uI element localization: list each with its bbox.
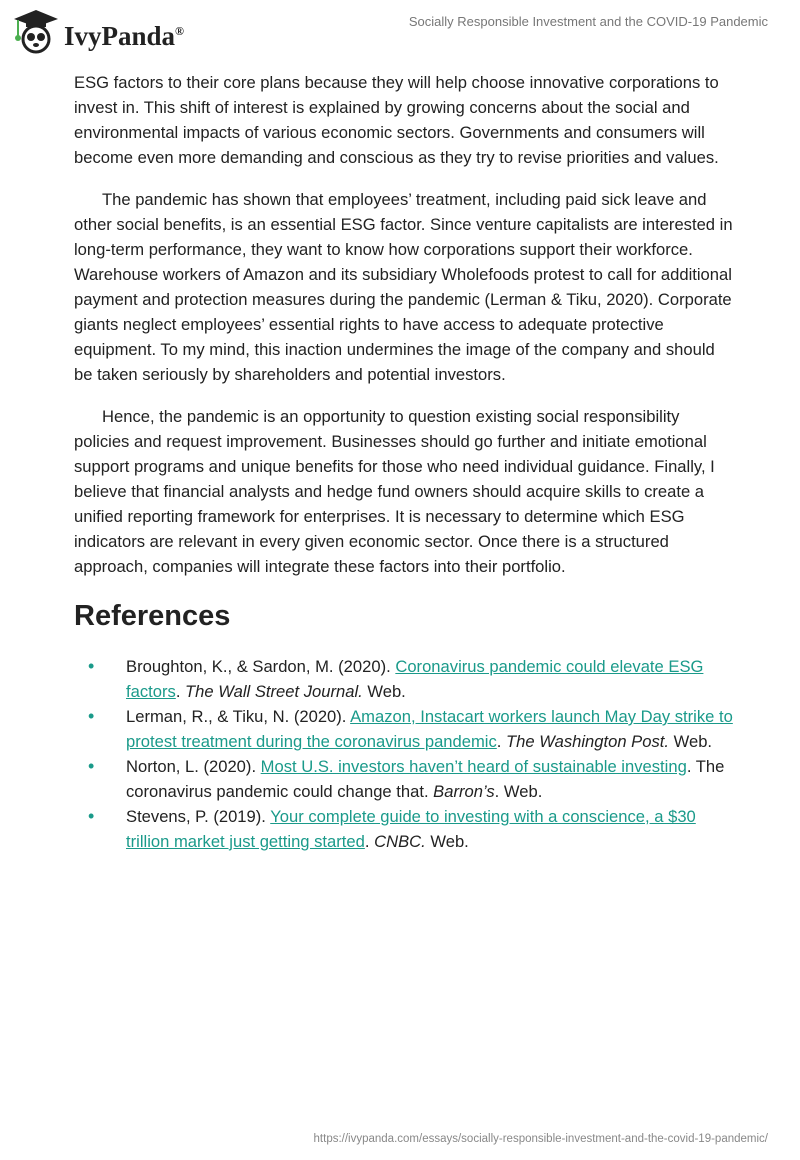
paragraph: ESG factors to their core plans because they will help choose innovative corporations to invest in. This shift of interest is explained by growing concerns about the social and environmental impacts of various economic sectors. Governments and consumers will become even more demanding and conscious as they try to revise priorities and values. [74, 73, 719, 167]
bullet-icon: • [88, 806, 95, 826]
essay-content [74, 70, 734, 854]
panda-graduate-icon [12, 8, 60, 54]
bullet-icon: • [88, 706, 95, 726]
footer-url[interactable]: https://ivypanda.com/essays/socially-responsible-investment-and-the-covid-19-pandemic/ [313, 1133, 768, 1145]
reference-item: • Norton, L. (2020). Most U.S. investors haven’t heard of sustainable investing. The coronavirus pandemic could change that. Barron’s. Web. [88, 756, 725, 801]
bullet-icon: • [88, 756, 95, 776]
reference-item: • Broughton, K., & Sardon, M. (2020). Coronavirus pandemic could elevate ESG factors. The Wall Street Journal. Web. [88, 656, 704, 701]
reference-link[interactable]: Amazon, Instacart workers launch May Day strike to protest treatment during the coronavirus pandemic [126, 707, 733, 751]
logo-text: IvyPanda® [64, 20, 185, 51]
reference-link[interactable]: Coronavirus pandemic could elevate ESG factors [126, 657, 704, 701]
paragraph: The pandemic has shown that employees’ treatment, including paid sick leave and other social benefits, is an essential ESG factor. Since venture capitalists are interested in long-term performance, they want to know how corporations support their workforce. Warehouse workers of Amazon and its subsidiary Wholefoods protest to call for additional payment and protection measures during the pandemic (Lerman & Tiku, 2020). Corporate giants neglect employees’ essential rights to have access to adequate protective equipment. To my mind, this inaction undermines the image of the company and should be taken seriously by shareholders and potential investors. [74, 190, 733, 384]
paragraph: Hence, the pandemic is an opportunity to question existing social responsibility policies and request improvement. Businesses should go further and initiate emotional support programs and unique benefits for those who need individual guidance. Finally, I believe that financial analysts and hedge fund owners should acquire skills to create a unified reporting framework for enterprises. It is necessary to determine which ESG indicators are relevant in every given economic sector. Once there is a structured approach, companies will integrate these factors into their portfolio. [74, 407, 715, 576]
bullet-icon: • [88, 656, 95, 676]
reference-item: • Stevens, P. (2019). Your complete guide to investing with a conscience, a $30 trillion market just getting started. CNBC. Web. [88, 806, 696, 851]
reference-link[interactable]: Most U.S. investors haven’t heard of sustainable investing [260, 757, 687, 776]
references-list [74, 654, 734, 854]
document-title: Socially Responsible Investment and the COVID-19 Pandemic [408, 14, 768, 29]
reference-link[interactable]: Your complete guide to investing with a conscience, a $30 trillion market just getting started [126, 807, 696, 851]
ivypanda-logo[interactable] [12, 8, 184, 54]
references-heading: References [74, 600, 231, 632]
reference-item: • Lerman, R., & Tiku, N. (2020). Amazon, Instacart workers launch May Day strike to protest treatment during the coronavirus pandemic. The Washington Post. Web. [88, 706, 733, 751]
